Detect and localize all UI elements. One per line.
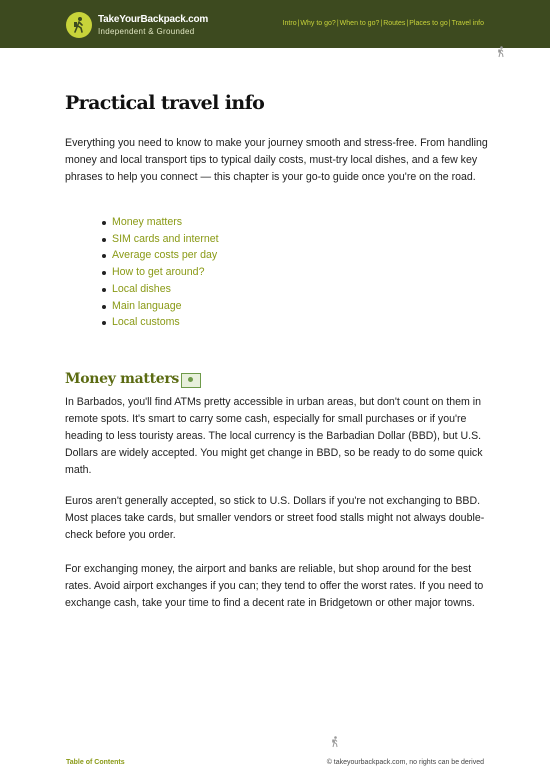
- brand-tagline: Independent & Grounded: [98, 27, 195, 36]
- brand-name[interactable]: TakeYourBackpack.com: [98, 14, 209, 25]
- logo[interactable]: [66, 12, 92, 38]
- chapter-contents-list: [102, 214, 219, 331]
- hiker-logo-icon: [70, 16, 88, 34]
- money-paragraph-1: In Barbados, you'll find ATMs pretty accessible in urban areas, but don't count on them in remote spots. It's smart to carry some cash, especially for small purchases or if you're heading to less touristy areas. The local currency is the Barbadian Dollar (BBD), but U.S. Dollars are widely accepted. You might get change in BBD, so be ready to do some quick math.: [65, 396, 483, 476]
- table-of-contents-link[interactable]: Table of Contents: [66, 759, 125, 766]
- nav-travel-info[interactable]: Travel info: [451, 20, 484, 27]
- section-title-money-matters: Money matters: [65, 371, 180, 387]
- toc-link-local-customs[interactable]: Local customs: [102, 314, 219, 331]
- toc-link-local-dishes[interactable]: Local dishes: [102, 281, 219, 298]
- nav-routes[interactable]: Routes: [383, 20, 406, 27]
- nav-why-to-go[interactable]: Why to go?: [300, 20, 336, 27]
- intro-paragraph: Everything you need to know to make your journey smooth and stress-free. From handling money and local transport tips to typical daily costs, must-try local dishes, and a few key phrases to help you connect — this chapter is your go-to guide once you're on the road.: [65, 137, 488, 183]
- copyright-notice: © takeyourbackpack.com, no rights can be derived: [326, 759, 484, 766]
- nav-when-to-go[interactable]: When to go?: [339, 20, 380, 27]
- money-paragraph-3: For exchanging money, the airport and banks are reliable, but shop around for the best rates. Avoid airport exchanges if you can; they tend to offer the worst rates. If you need to exchange cash, take your time to find a decent rate in Bridgetown or other major towns.: [65, 563, 484, 609]
- header-bar: [0, 0, 550, 48]
- toc-link-main-language[interactable]: Main language: [102, 298, 219, 315]
- money-paragraph-2: Euros aren't generally accepted, so stick to U.S. Dollars if you're not exchanging to BBD. Most places take cards, but smaller vendors or street food stalls might not always double-check before you order.: [65, 495, 485, 541]
- toc-link-money-matters[interactable]: Money matters: [102, 214, 219, 231]
- hiker-icon: [496, 46, 506, 58]
- top-nav: Intro | Why to go? | When to go? | Routes | Places to go | Travel info: [282, 20, 484, 27]
- toc-link-average-costs[interactable]: Average costs per day: [102, 247, 219, 264]
- money-icon: [181, 373, 201, 388]
- toc-link-sim-cards[interactable]: SIM cards and internet: [102, 231, 219, 248]
- hiker-icon: [330, 736, 340, 748]
- nav-places-to-go[interactable]: Places to go: [409, 20, 448, 27]
- toc-link-get-around[interactable]: How to get around?: [102, 264, 219, 281]
- nav-intro[interactable]: Intro: [282, 20, 297, 27]
- page-title: Practical travel info: [65, 92, 265, 114]
